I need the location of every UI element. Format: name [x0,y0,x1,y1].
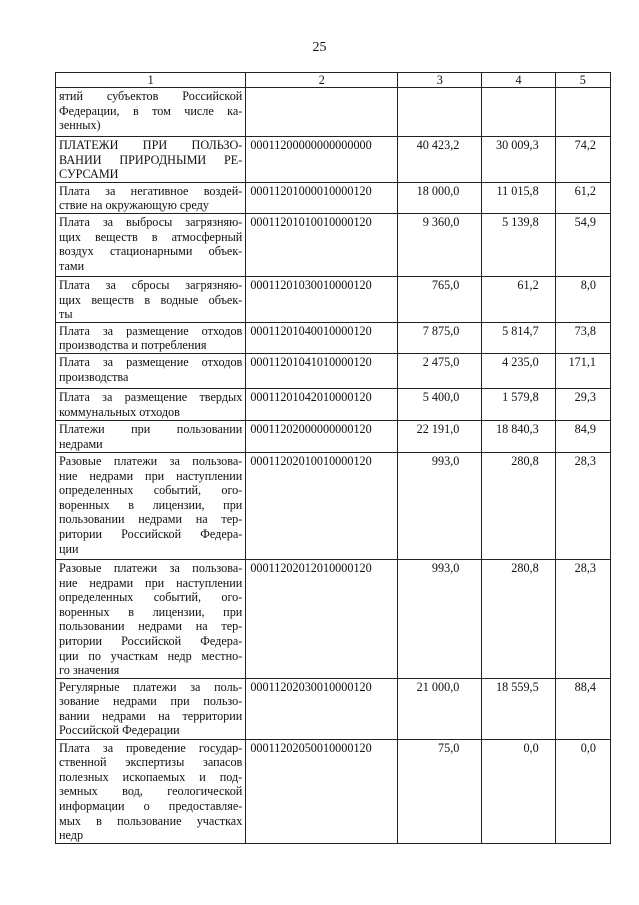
description-line: ритории Российской Федера- [59,633,243,648]
description-line: недр [59,828,84,843]
description-line: СУРСАМИ [59,167,119,182]
row-value-5: 29,3 [555,388,610,420]
row-value-4: 280,8 [482,452,555,559]
table-row [56,678,611,739]
column-header-3: 3 [398,73,482,88]
row-value-3: 5 400,0 [398,388,482,420]
row-code: 00011201010010000120 [246,213,398,276]
table-row [56,322,611,353]
table-row [56,420,611,452]
row-code: 00011202000000000120 [246,420,398,452]
description-line: ние недрами при наступлении [59,468,243,483]
description-line: Плата за проведение государ- [59,740,243,755]
description-line: воренных в лицензии, при [59,604,243,619]
row-description [56,213,246,276]
table-row [56,353,611,388]
row-code: 00011202050010000120 [246,739,398,843]
row-value-4: 280,8 [482,559,555,678]
row-value-4: 11 015,8 [482,182,555,213]
description-line: Российской Федерации [59,723,180,738]
description-line: Плата за сбросы загрязняю- [59,277,243,292]
row-code: 00011201040010000120 [246,322,398,353]
table-row [56,559,611,678]
description-line: Федерации, в том числе ка- [59,103,243,118]
page-number: 25 [312,40,327,55]
row-code: 00011201000010000120 [246,182,398,213]
row-value-5: 88,4 [555,678,610,739]
row-value-4: 4 235,0 [482,353,555,388]
row-description [56,739,246,843]
description-line: ты [59,307,73,322]
row-description [56,452,246,559]
description-line: определенных событий, ого- [59,590,243,605]
description-line: производства и потребления [59,338,207,353]
description-line: Плата за размещение твердых [59,389,243,404]
row-value-4 [482,88,555,137]
row-description [56,388,246,420]
row-value-5: 61,2 [555,182,610,213]
header-row [56,73,611,88]
table-row [56,137,611,183]
description-line: ние недрами при наступлении [59,575,243,590]
table-row [56,88,611,137]
row-value-3: 2 475,0 [398,353,482,388]
row-value-4: 5 814,7 [482,322,555,353]
description-line: Платежи при пользовании [59,421,243,436]
row-value-3: 40 423,2 [398,137,482,183]
row-value-5: 54,9 [555,213,610,276]
row-value-4: 30 009,3 [482,137,555,183]
table-row [56,182,611,213]
description-line: тами [59,258,85,273]
description-line: мых в пользование участках [59,813,243,828]
table-row [56,276,611,322]
description-line: коммунальных отходов [59,404,180,419]
row-value-4: 1 579,8 [482,388,555,420]
description-line: полезных ископаемых и под- [59,769,243,784]
column-header-4: 4 [482,73,555,88]
description-line: щих веществ в водные объек- [59,292,243,307]
row-value-3: 993,0 [398,559,482,678]
row-description [56,420,246,452]
row-value-5: 28,3 [555,559,610,678]
budget-table [55,72,611,844]
table-row [56,452,611,559]
row-code: 00011200000000000000 [246,137,398,183]
row-value-3: 765,0 [398,276,482,322]
description-line: го значения [59,663,120,678]
description-line: Плата за выбросы загрязняю- [59,214,243,229]
row-value-3: 22 191,0 [398,420,482,452]
row-description [56,182,246,213]
row-description [56,353,246,388]
column-header-5: 5 [555,73,610,88]
row-code: 00011201030010000120 [246,276,398,322]
row-value-5: 84,9 [555,420,610,452]
row-value-5: 0,0 [555,739,610,843]
description-line: зенных) [59,118,101,133]
description-line: недрами [59,436,103,451]
description-line: щих веществ в атмосферный [59,229,243,244]
row-description [56,322,246,353]
row-value-5: 73,8 [555,322,610,353]
row-value-5: 8,0 [555,276,610,322]
description-line: определенных событий, ого- [59,483,243,498]
row-value-5: 28,3 [555,452,610,559]
row-description [56,678,246,739]
row-value-3: 21 000,0 [398,678,482,739]
description-line: ственной экспертизы запасов [59,755,243,770]
table-row [56,213,611,276]
row-code: 00011202030010000120 [246,678,398,739]
row-value-4: 5 139,8 [482,213,555,276]
description-line: ции по участкам недр местно- [59,648,243,663]
table-row [56,388,611,420]
description-line: Разовые платежи за пользова- [59,560,243,575]
row-value-3: 9 360,0 [398,213,482,276]
description-line: Регулярные платежи за поль- [59,679,243,694]
row-value-3: 75,0 [398,739,482,843]
row-value-4: 61,2 [482,276,555,322]
row-value-3: 7 875,0 [398,322,482,353]
row-code: 00011202012010000120 [246,559,398,678]
description-line: зование недрами при пользо- [59,694,243,709]
description-line: воренных в лицензии, при [59,497,243,512]
column-header-2: 2 [246,73,398,88]
description-line: ритории Российской Федера- [59,526,243,541]
description-line: пользовании недрами на тер- [59,512,243,527]
description-line: Разовые платежи за пользова- [59,453,243,468]
row-value-3: 993,0 [398,452,482,559]
description-line: Плата за размещение отходов [59,323,243,338]
description-line: земных вод, геологической [59,784,243,799]
row-value-5 [555,88,610,137]
row-code: 00011202010010000120 [246,452,398,559]
description-line: воздух стационарными объек- [59,244,243,259]
description-line: Плата за негативное воздей- [59,183,243,198]
row-code [246,88,398,137]
description-line: ВАНИИ ПРИРОДНЫМИ РЕ- [59,152,243,167]
description-line: ствие на окружающую среду [59,198,209,213]
row-value-5: 74,2 [555,137,610,183]
description-line: информации о предоставляе- [59,799,243,814]
row-description [56,88,246,137]
row-code: 00011201042010000120 [246,388,398,420]
row-description [56,276,246,322]
row-value-4: 18 840,3 [482,420,555,452]
column-header-1: 1 [56,73,246,88]
description-line: ции [59,541,79,556]
table-body [56,88,611,844]
description-line: Плата за размещение отходов [59,354,243,369]
description-line: производства [59,369,129,384]
row-value-3 [398,88,482,137]
row-code: 00011201041010000120 [246,353,398,388]
row-description [56,559,246,678]
description-line: пользовании недрами на тер- [59,619,243,634]
table-row [56,739,611,843]
row-value-4: 0,0 [482,739,555,843]
description-line: ПЛАТЕЖИ ПРИ ПОЛЬЗО- [59,138,243,152]
description-line: ятий субъектов Российской [59,89,243,103]
row-value-5: 171,1 [555,353,610,388]
row-description [56,137,246,183]
row-value-4: 18 559,5 [482,678,555,739]
description-line: вании недрами на территории [59,708,243,723]
row-value-3: 18 000,0 [398,182,482,213]
